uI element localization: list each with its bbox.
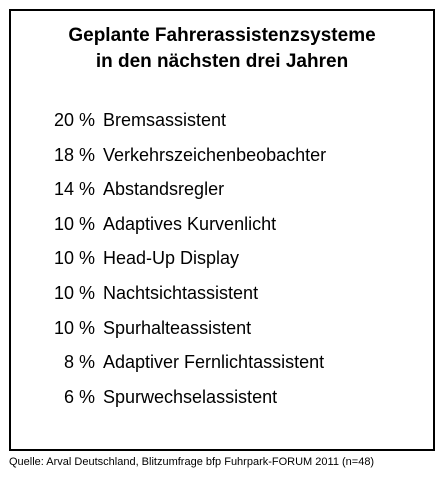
value-label: 10 %	[53, 213, 95, 234]
list-item	[23, 386, 423, 421]
list-item	[23, 317, 423, 352]
category-label: Adaptiver Fernlichtassistent	[103, 352, 325, 373]
value-label: 8 %	[63, 352, 95, 373]
category-label: Abstandsregler	[103, 179, 225, 200]
category-label: Head-Up Display	[103, 248, 240, 269]
category-label: Nachtsichtassistent	[103, 282, 259, 303]
category-label: Adaptives Kurvenlicht	[103, 213, 277, 234]
list-item	[23, 213, 423, 248]
value-label: 10 %	[53, 248, 95, 269]
chart-frame	[9, 9, 435, 451]
category-label: Verkehrszeichenbeobachter	[103, 144, 327, 165]
value-label: 14 %	[53, 179, 95, 200]
source-note: Quelle: Arval Deutschland, Blitzumfrage bfp Fuhrpark-FORUM 2011 (n=48)	[9, 456, 375, 468]
list-item	[23, 109, 423, 144]
list-item	[23, 144, 423, 179]
list-item	[23, 247, 423, 282]
list-item	[23, 178, 423, 213]
category-label: Spurhalteassistent	[103, 317, 252, 338]
category-label: Spurwechselassistent	[103, 386, 278, 407]
value-label: 10 %	[53, 317, 95, 338]
chart-title	[11, 23, 433, 75]
list-item	[23, 351, 423, 386]
chart-title-line-1: Geplante Fahrerassistenzsysteme	[68, 25, 376, 46]
chart-title-line-2: in den nächsten drei Jahren	[95, 51, 349, 72]
value-label: 6 %	[63, 386, 95, 407]
value-label: 18 %	[53, 144, 95, 165]
list-item	[23, 282, 423, 317]
value-label: 20 %	[53, 110, 95, 130]
value-label: 10 %	[53, 282, 95, 303]
value-list	[23, 109, 423, 420]
category-label: Bremsassistent	[103, 110, 227, 130]
